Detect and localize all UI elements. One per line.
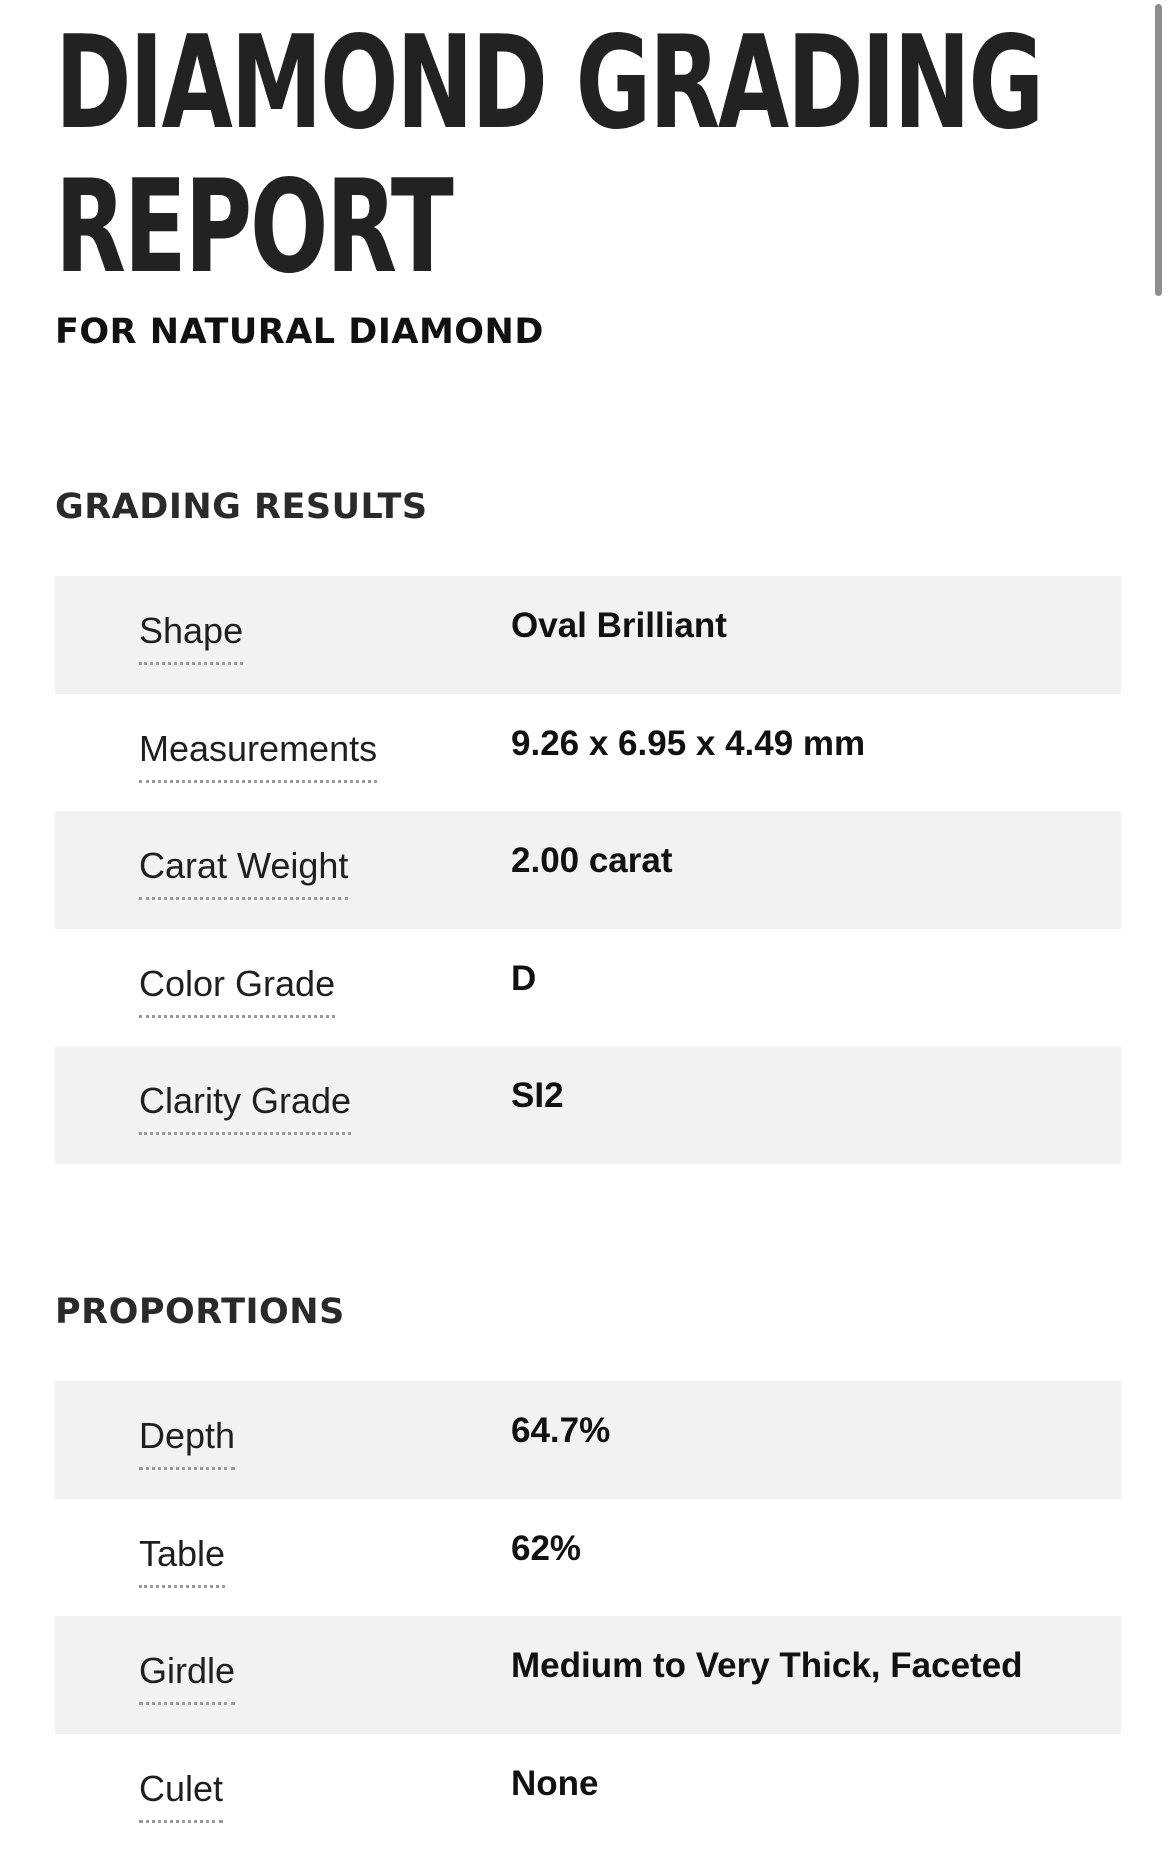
grading-results-table — [55, 576, 1121, 1164]
grading-row-clarity-grade — [55, 1046, 1121, 1164]
vertical-scrollbar[interactable] — [1155, 4, 1162, 296]
report-page — [55, 0, 1121, 1809]
proportions-row-table — [55, 1499, 1121, 1617]
proportions-table — [55, 1381, 1121, 1851]
girdle-value: Medium to Very Thick, Faceted — [511, 1646, 1023, 1685]
measurements-value: 9.26 x 6.95 x 4.49 mm — [511, 723, 866, 763]
depth-label[interactable]: Depth — [139, 1415, 235, 1470]
report-title-line2: REPORT — [55, 153, 452, 300]
grading-row-shape — [55, 576, 1121, 694]
proportions-row-girdle — [55, 1616, 1121, 1734]
depth-value: 64.7% — [511, 1411, 611, 1450]
shape-label[interactable]: Shape — [139, 610, 243, 665]
culet-value: None — [511, 1763, 599, 1803]
report-subtitle: FOR NATURAL DIAMOND — [55, 312, 544, 352]
color-grade-label[interactable]: Color Grade — [139, 963, 335, 1018]
grading-row-carat-weight — [55, 811, 1121, 929]
grading-row-color-grade — [55, 929, 1121, 1047]
carat-weight-value: 2.00 carat — [511, 841, 673, 880]
girdle-label[interactable]: Girdle — [139, 1650, 235, 1705]
table-value: 62% — [511, 1528, 582, 1568]
report-title-line1: DIAMOND GRADING — [55, 9, 1042, 158]
measurements-label[interactable]: Measurements — [139, 728, 377, 783]
proportions-heading: PROPORTIONS — [55, 1292, 345, 1332]
shape-value: Oval Brilliant — [511, 606, 727, 645]
clarity-grade-label[interactable]: Clarity Grade — [139, 1080, 351, 1135]
report-title — [55, 0, 1092, 300]
clarity-grade-value: SI2 — [511, 1076, 564, 1115]
color-grade-value: D — [511, 958, 537, 998]
proportions-row-depth — [55, 1381, 1121, 1499]
culet-label[interactable]: Culet — [139, 1768, 223, 1823]
grading-results-heading: GRADING RESULTS — [55, 487, 428, 527]
carat-weight-label[interactable]: Carat Weight — [139, 845, 348, 900]
table-label[interactable]: Table — [139, 1533, 225, 1588]
proportions-row-culet — [55, 1734, 1121, 1852]
grading-row-measurements — [55, 694, 1121, 812]
